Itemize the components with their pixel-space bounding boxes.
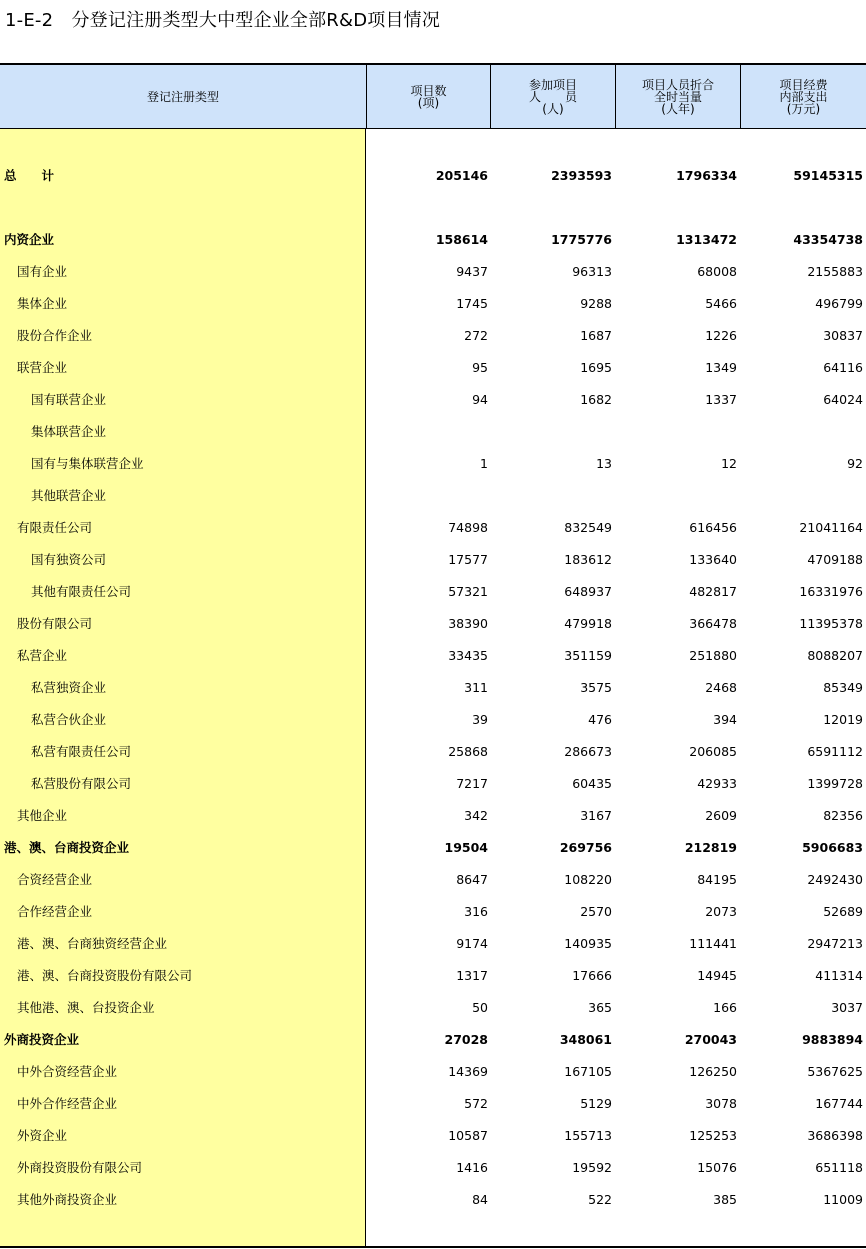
table-row [0,352,866,384]
participants-cell: 365 [588,1000,612,1015]
participants-cell: 183612 [564,552,612,567]
project-count-cell: 158614 [435,232,488,247]
project-count-cell: 17577 [448,552,488,567]
participants-cell: 13 [596,456,612,471]
participants-cell: 167105 [564,1064,612,1079]
expenditure-cell: 11395378 [799,616,863,631]
table-row [0,1184,866,1216]
participants-cell: 286673 [564,744,612,759]
row-label: 外商投资股份有限公司 [17,1160,143,1175]
participants-cell: 17666 [572,968,612,983]
table-row [0,864,866,896]
row-label: 中外合资经营企业 [17,1064,118,1079]
header-internal-expenditure: 项目经费 内部支出 (万元) [740,65,866,128]
row-label: 合资经营企业 [17,872,93,887]
expenditure-cell: 3037 [831,1000,863,1015]
project-count-cell: 84 [472,1192,488,1207]
participants-cell: 269756 [559,840,612,855]
table-row [0,704,866,736]
participants-cell: 348061 [559,1032,612,1047]
project-count-cell: 1317 [456,968,488,983]
participants-cell: 1687 [580,328,612,343]
row-label: 国有联营企业 [31,392,107,407]
table-row [0,544,866,576]
table-row [0,224,866,256]
row-label: 合作经营企业 [17,904,93,919]
fte-cell [617,416,737,448]
table-row [0,896,866,928]
row-label: 私营企业 [17,648,68,663]
expenditure-cell: 92 [847,456,863,471]
project-count-cell: 311 [464,680,488,695]
row-label: 总 计 [4,168,55,183]
participants-cell: 9288 [580,296,612,311]
expenditure-cell: 2155883 [807,264,863,279]
expenditure-cell: 11009 [823,1192,863,1207]
expenditure-cell: 496799 [815,296,863,311]
project-count-cell: 1 [480,456,488,471]
expenditure-cell: 5906683 [802,840,863,855]
fte-cell: 14945 [697,968,737,983]
expenditure-cell: 167744 [815,1096,863,1111]
table-row [0,384,866,416]
table-row [0,1088,866,1120]
project-count-cell [368,480,488,512]
fte-cell: 2609 [705,808,737,823]
expenditure-cell: 59145315 [793,168,863,183]
participants-cell: 108220 [564,872,612,887]
fte-cell: 125253 [689,1128,737,1143]
row-label: 其他有限责任公司 [31,584,132,599]
participants-cell: 5129 [580,1096,612,1111]
project-count-cell: 7217 [456,776,488,791]
row-label: 国有独资公司 [31,552,107,567]
expenditure-cell: 43354738 [793,232,863,247]
table-row [0,800,866,832]
project-count-cell: 9437 [456,264,488,279]
project-count-cell: 39 [472,712,488,727]
table-row [0,576,866,608]
table-row [0,160,866,192]
project-count-cell: 95 [472,360,488,375]
row-label: 有限责任公司 [17,520,93,535]
expenditure-cell: 2947213 [807,936,863,951]
fte-cell: 166 [713,1000,737,1015]
expenditure-cell: 411314 [815,968,863,983]
fte-cell [617,480,737,512]
table-row [0,416,866,448]
project-count-cell: 25868 [448,744,488,759]
project-count-cell: 27028 [444,1032,488,1047]
project-count-cell: 9174 [456,936,488,951]
row-label: 其他联营企业 [31,488,107,503]
project-count-cell: 10587 [448,1128,488,1143]
participants-cell: 60435 [572,776,612,791]
row-label: 私营合伙企业 [31,712,107,727]
participants-cell: 479918 [564,616,612,631]
project-count-cell: 572 [464,1096,488,1111]
table-row [0,1056,866,1088]
header-registration-type: 登记注册类型 [146,89,219,104]
table-row [0,608,866,640]
fte-cell: 68008 [697,264,737,279]
row-label: 私营有限责任公司 [31,744,132,759]
participants-cell: 3575 [580,680,612,695]
table-row [0,992,866,1024]
expenditure-cell: 52689 [823,904,863,919]
project-count-cell [368,416,488,448]
project-count-cell: 50 [472,1000,488,1015]
table-row [0,480,866,512]
participants-cell: 522 [588,1192,612,1207]
fte-cell: 394 [713,712,737,727]
table-row [0,256,866,288]
fte-cell: 270043 [684,1032,737,1047]
expenditure-cell: 21041164 [799,520,863,535]
table-row [0,1120,866,1152]
table-row [0,1152,866,1184]
fte-cell: 482817 [689,584,737,599]
participants-cell: 1695 [580,360,612,375]
row-label: 中外合作经营企业 [17,1096,118,1111]
table-row [0,960,866,992]
row-label: 股份有限公司 [17,616,93,631]
participants-cell: 351159 [564,648,612,663]
expenditure-cell: 64116 [823,360,863,375]
expenditure-cell: 85349 [823,680,863,695]
row-label: 其他企业 [17,808,68,823]
fte-cell: 126250 [689,1064,737,1079]
row-label: 外资企业 [17,1128,68,1143]
row-label: 国有企业 [17,264,68,279]
participants-cell: 19592 [572,1160,612,1175]
participants-cell [492,416,612,448]
expenditure-cell: 9883894 [802,1032,863,1047]
fte-cell: 1349 [705,360,737,375]
bottom-rule [0,1246,866,1248]
row-label: 私营股份有限公司 [31,776,132,791]
participants-cell: 2393593 [551,168,612,183]
table-row [0,640,866,672]
expenditure-cell: 16331976 [799,584,863,599]
row-label: 外商投资企业 [4,1032,80,1047]
fte-cell: 1313472 [676,232,737,247]
participants-cell: 3167 [580,808,612,823]
table-row [0,768,866,800]
row-label: 港、澳、台商独资经营企业 [17,936,168,951]
table-row [0,672,866,704]
fte-cell: 42933 [697,776,737,791]
project-count-cell: 19504 [444,840,488,855]
participants-cell: 96313 [572,264,612,279]
project-count-cell: 1416 [456,1160,488,1175]
row-label: 其他港、澳、台投资企业 [17,1000,155,1015]
expenditure-cell: 5367625 [807,1064,863,1079]
expenditure-cell: 8088207 [807,648,863,663]
participants-cell: 155713 [564,1128,612,1143]
fte-cell: 3078 [705,1096,737,1111]
expenditure-cell: 12019 [823,712,863,727]
row-label: 港、澳、台商投资企业 [4,840,130,855]
table-row [0,1024,866,1056]
fte-cell: 2073 [705,904,737,919]
expenditure-cell [743,480,863,512]
project-count-cell: 57321 [448,584,488,599]
fte-cell: 15076 [697,1160,737,1175]
expenditure-cell: 4709188 [807,552,863,567]
table-title: 1-E-2 分登记注册类型大中型企业全部R&D项目情况 [5,10,441,31]
expenditure-cell: 3686398 [807,1128,863,1143]
expenditure-cell: 2492430 [807,872,863,887]
project-count-cell: 94 [472,392,488,407]
participants-cell [492,480,612,512]
table-row [0,832,866,864]
fte-cell: 133640 [689,552,737,567]
table-row [0,448,866,480]
project-count-cell: 342 [464,808,488,823]
fte-cell: 251880 [689,648,737,663]
row-label: 国有与集体联营企业 [31,456,144,471]
participants-cell: 140935 [564,936,612,951]
fte-cell: 2468 [705,680,737,695]
project-count-cell: 38390 [448,616,488,631]
fte-cell: 366478 [689,616,737,631]
row-label: 港、澳、台商投资股份有限公司 [17,968,193,983]
expenditure-cell: 30837 [823,328,863,343]
row-label: 内资企业 [4,232,55,247]
header-full-time-equivalent: 项目人员折合 全时当量 (人年) [615,65,740,128]
row-label: 其他外商投资企业 [17,1192,118,1207]
fte-cell: 5466 [705,296,737,311]
expenditure-cell: 6591112 [807,744,863,759]
project-count-cell: 74898 [448,520,488,535]
row-label: 股份合作企业 [17,328,93,343]
participants-cell: 1775776 [551,232,612,247]
project-count-cell: 8647 [456,872,488,887]
fte-cell: 212819 [684,840,737,855]
row-label: 联营企业 [17,360,68,375]
project-count-cell: 316 [464,904,488,919]
header-project-count: 项目数 (项) [366,65,490,128]
project-count-cell: 1745 [456,296,488,311]
expenditure-cell: 64024 [823,392,863,407]
fte-cell: 1337 [705,392,737,407]
fte-cell: 1796334 [676,168,737,183]
expenditure-cell: 1399728 [807,776,863,791]
fte-cell: 1226 [705,328,737,343]
participants-cell: 476 [588,712,612,727]
fte-cell: 616456 [689,520,737,535]
table-row [0,512,866,544]
project-count-cell: 205146 [435,168,488,183]
expenditure-cell: 651118 [815,1160,863,1175]
participants-cell: 648937 [564,584,612,599]
row-label: 集体企业 [17,296,68,311]
fte-cell: 206085 [689,744,737,759]
table-row [0,288,866,320]
project-count-cell: 272 [464,328,488,343]
row-label: 集体联营企业 [31,424,107,439]
fte-cell: 84195 [697,872,737,887]
fte-cell: 111441 [689,936,737,951]
expenditure-cell: 82356 [823,808,863,823]
expenditure-cell [743,416,863,448]
table-row [0,320,866,352]
row-label: 私营独资企业 [31,680,107,695]
participants-cell: 832549 [564,520,612,535]
participants-cell: 2570 [580,904,612,919]
fte-cell: 12 [721,456,737,471]
fte-cell: 385 [713,1192,737,1207]
header-participants: 参加项目 人 员 (人) [490,65,615,128]
project-count-cell: 14369 [448,1064,488,1079]
participants-cell: 1682 [580,392,612,407]
project-count-cell: 33435 [448,648,488,663]
table-row [0,928,866,960]
table-header [0,65,866,129]
table-row [0,736,866,768]
